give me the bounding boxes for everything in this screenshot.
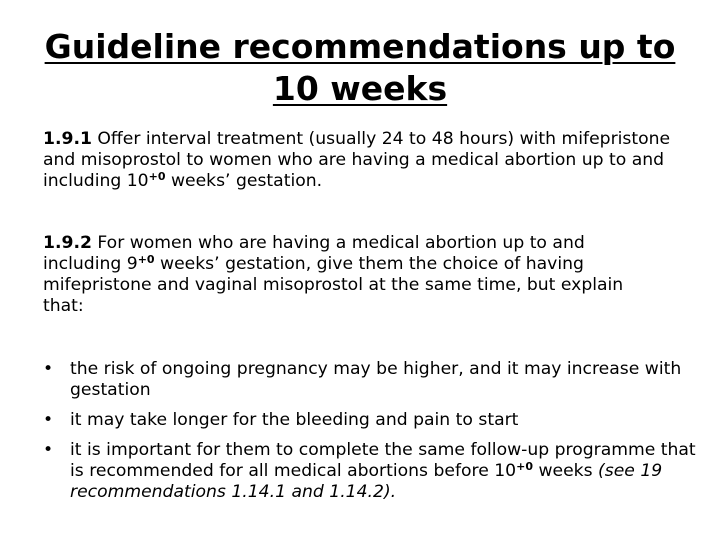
recommendation-text-end: weeks’ gestation. — [165, 171, 323, 191]
bullet-list — [43, 359, 708, 503]
bullet-text: it may take longer for the bleeding and pain to start — [70, 410, 519, 430]
bullet-icon: • — [43, 440, 54, 460]
superscript: +0 — [137, 253, 155, 266]
superscript: +0 — [516, 460, 533, 473]
bullet-item — [43, 440, 708, 503]
recommendation-text: Offer interval treatment (usually 24 to 48 hours) with mifepristone and misoprostol to women who are having a medical abortion up to and including 10 — [43, 129, 671, 191]
bullet-icon: • — [43, 410, 54, 430]
bullet-icon: • — [43, 359, 54, 379]
recommendation-1-9-1 — [43, 129, 703, 192]
recommendation-text: For women who are having a medical abortion up to and including 9 — [43, 233, 585, 274]
recommendation-number: 1.9.1 — [43, 129, 92, 149]
slide-title: Guideline recommendations up to 10 weeks — [44, 27, 676, 108]
reference-note: (see 19 recommendations 1.14.1 and 1.14.2). — [70, 461, 663, 502]
bullet-text: the risk of ongoing pregnancy may be higher, and it may increase with gestation — [70, 359, 682, 400]
superscript: +0 — [148, 170, 166, 183]
recommendation-1-9-2 — [43, 233, 663, 317]
bullet-item — [43, 359, 708, 401]
recommendation-number: 1.9.2 — [43, 233, 92, 253]
bullet-text: it is important for them to complete the same follow-up programme that is recommended for all medical abortions before 10 — [70, 440, 696, 481]
recommendation-text-end: weeks’ gestation, give them the choice of having mifepristone and vaginal misoprostol at the same time, but explain that: — [43, 254, 624, 316]
bullet-item — [43, 410, 708, 431]
bullet-text-end: weeks — [533, 461, 599, 481]
